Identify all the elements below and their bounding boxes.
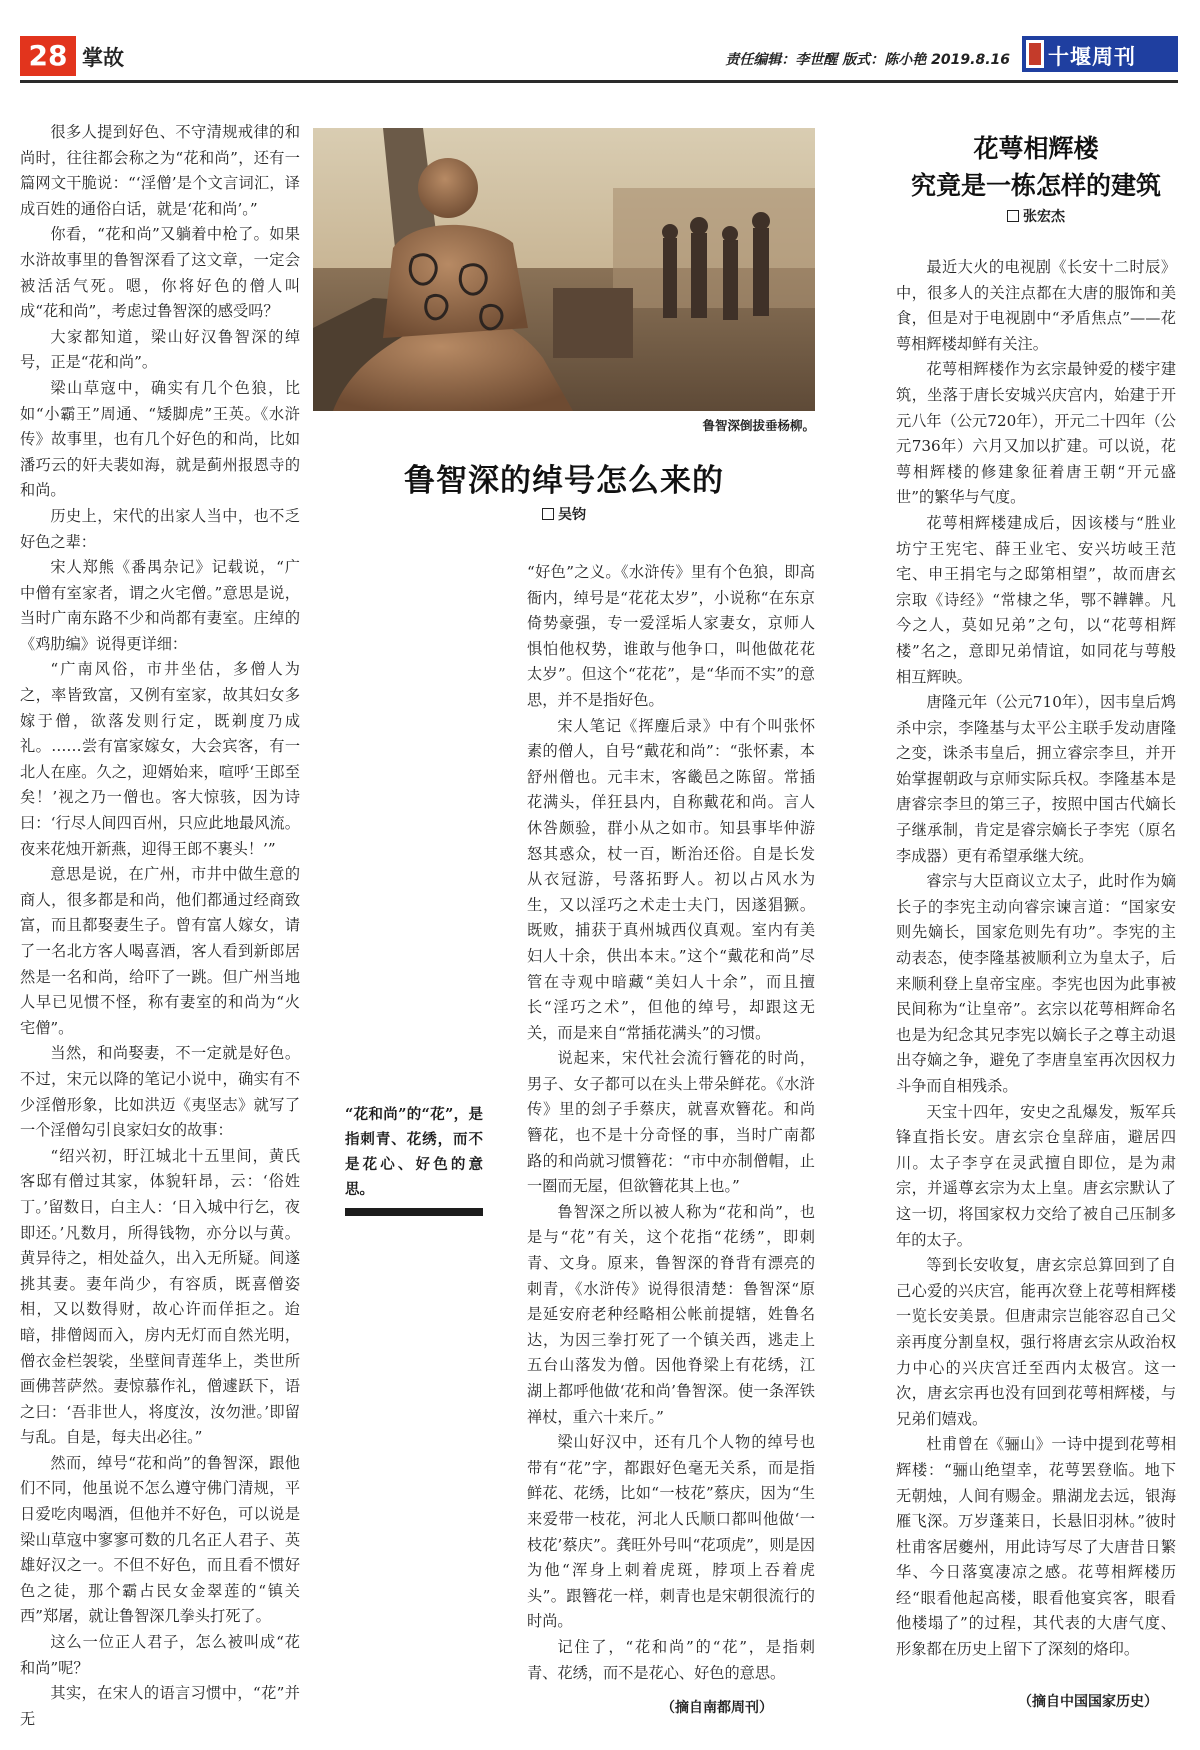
byline-box-icon bbox=[1007, 210, 1019, 222]
paragraph: 很多人提到好色、不守清规戒律的和尚时，往往都会称之为“花和尚”，还有一篇网文干脆说：“‘淫僧’是个文言词汇，译成百姓的通俗白话，就是‘花和尚’。” bbox=[20, 123, 300, 218]
paragraph: 花萼相辉楼建成后，因该楼与“胜业坊宁王宪宅、薛王业宅、安兴坊岐王范宅、申王捐宅与之邸第相望”，故而唐玄宗取《诗经》“常棣之华，鄂不韡韡。凡今之人，莫如兄弟”之句，以“花萼相辉楼”名之，意即兄弟情谊，如同花与萼般相互辉映。 bbox=[896, 513, 1176, 686]
byline-box-icon bbox=[542, 508, 554, 520]
pull-quote: “花和尚”的“花”，是指刺青、花绣，而不是花心、好色的意思。 bbox=[345, 1106, 483, 1198]
header-divider bbox=[20, 80, 1178, 83]
article2-author: 张宏杰 bbox=[1023, 209, 1065, 225]
paragraph: 唐隆元年（公元710年），因韦皇后鸩杀中宗，李隆基与太平公主联手发动唐隆之变，诛杀韦皇后，拥立睿宗李旦，并开始掌握朝政与京师实际兵权。李隆基本是唐睿宗李旦的第三子，按照中国古代嫡长子继承制，肯定是睿宗嫡长子李宪（原名李成器）更有希望承继大统。 bbox=[896, 693, 1176, 865]
article2-title-line-1: 花萼相辉楼 bbox=[973, 134, 1099, 163]
page-number: 28 bbox=[20, 36, 76, 76]
paragraph: 宋人郑熊《番禺杂记》记载说，“广中僧有室家者，谓之火宅僧。”意思是说，当时广南东路不少和尚都有妻室。庄绰的《鸡肋编》说得更详细： bbox=[20, 558, 300, 653]
article1-author: 吴钧 bbox=[558, 507, 586, 523]
masthead-logo bbox=[1022, 36, 1178, 72]
pull-quote-bar bbox=[345, 1208, 483, 1216]
article1-column-2 bbox=[527, 560, 815, 1730]
masthead-title: 十堰周刊 bbox=[1048, 45, 1136, 69]
editor-credit: 责任编辑：李世醒 版式：陈小艳 2019.8.16 bbox=[725, 52, 1010, 68]
article-photo bbox=[313, 128, 815, 411]
article1-source: （摘自南都周刊） bbox=[661, 1700, 773, 1716]
paragraph: 这么一位正人君子，怎么被叫成“花和尚”呢？ bbox=[20, 1633, 300, 1677]
paragraph: 宋人笔记《挥麈后录》中有个叫张怀素的僧人，自号“戴花和尚”：“张怀素，本舒州僧也。元丰末，客畿邑之陈留。常插花满头，佯狂县内，自称戴花和尚。言人休咎颇验，群小从之如市。知县事毕仲游怒其惑众，杖一百，断治还俗。自是长发从衣冠游，号落拓野人。初以占风水为生，又以淫巧之术走士夫门，因遂猖獗。既败，捕获于真州城西仪真观。室内有美妇人十余，供出本末。”这个“戴花和尚”尽管在寺观中暗藏“美妇人十余”，而且擅长“淫巧之术”，但他的绰号，却跟这无关，而是来自“常插花满头”的习惯。 bbox=[527, 716, 815, 1042]
article1-byline bbox=[313, 504, 815, 524]
paragraph: 杜甫曾在《骊山》一诗中提到花萼相辉楼：“骊山绝望幸，花萼罢登临。地下无朝烛，人间有赐金。鼎湖龙去远，银海雁飞深。万岁蓬莱日，长悬旧羽林。”彼时杜甫客居夔州，用此诗写尽了大唐昔日繁华、今日落寞凄凉之感。花萼相辉楼历经“眼看他起高楼，眼看他宴宾客，眼看他楼塌了”的过程，其代表的大唐气度、形象都在历史上留下了深刻的烙印。 bbox=[896, 1435, 1176, 1659]
paragraph: 意思是说，在广州，市井中做生意的商人，很多都是和尚，他们都通过经商致富，而且都娶妻生子。曾有富人嫁女，请了一名北方客人喝喜酒，客人看到新郎居然是一名和尚，给吓了一跳。但广州当地人早已见惯不怪，称有妻室的和尚为“火宅僧”。 bbox=[20, 865, 300, 1037]
photo-caption: 鲁智深倒拔垂杨柳。 bbox=[702, 418, 815, 433]
paragraph: 鲁智深之所以被人称为“花和尚”，也是与“花”有关，这个花指“花绣”，即刺青、文身。原来，鲁智深的脊背有漂亮的刺青，《水浒传》说得很清楚：鲁智深“原是延安府老种经略相公帐前提辖，姓鲁名达，为因三拳打死了一个镇关西，逃走上五台山落发为僧。因他脊梁上有花绣，江湖上都呼他做‘花和尚’鲁智深。使一条浑铁禅杖，重六十来斤。” bbox=[527, 1202, 815, 1426]
masthead-emblem-icon bbox=[1026, 40, 1044, 68]
paragraph: 睿宗与大臣商议立太子，此时作为嫡长子的李宪主动向睿宗谏言道：“国家安则先嫡长，国家危则先有功”。李宪的主动表态，使李隆基被顺利立为皇太子，后来顺利登上皇帝宝座。李宪也因为此事被民间称为“让皇帝”。玄宗以花萼相辉命名也是为纪念其兄李宪以嫡长子之尊主动退出夺嫡之争，避免了李唐皇室再次因权力斗争而自相残杀。 bbox=[896, 872, 1176, 1095]
article1-title: 鲁智深的绰号怎么来的 bbox=[404, 463, 724, 499]
paragraph: 大家都知道，梁山好汉鲁智深的绰号，正是“花和尚”。 bbox=[20, 327, 300, 372]
paragraph: 梁山好汉中，还有几个人物的绰号也带有“花”字，都跟好色毫无关系，而是指鲜花、花绣，比如“一枝花”蔡庆，因为“生来爱带一枝花，河北人氏顺口都叫他做‘一枝花’蔡庆”。龚旺外号叫“花项虎”，则是因为他“浑身上刺着虎斑，脖项上吞着虎头”。跟簪花一样，刺青也是宋朝很流行的时尚。 bbox=[527, 1433, 815, 1631]
article1-column-1 bbox=[20, 120, 300, 1740]
paragraph: 历史上，宋代的出家人当中，也不乏好色之辈： bbox=[20, 506, 300, 551]
paragraph: 花萼相辉楼作为玄宗最钟爱的楼宇建筑，坐落于唐长安城兴庆宫内，始建于开元八年（公元720年），开元二十四年（公元736年）六月又加以扩建。可以说，花萼相辉楼的修建象征着唐王朝“开元盛世”的繁华与气度。 bbox=[896, 360, 1176, 507]
section-title: 掌故 bbox=[82, 46, 124, 70]
paragraph: 天宝十四年，安史之乱爆发，叛军兵锋直指长安。唐玄宗仓皇辞庙，避居四川。太子李亨在灵武擅自即位，是为肃宗，并遥尊玄宗为太上皇。唐玄宗默认了这一切，将国家权力交给了被自己压制多年的太子。 bbox=[896, 1102, 1176, 1249]
paragraph: 最近大火的电视剧《长安十二时辰》中，很多人的关注点都在大唐的服饰和美食，但是对于电视剧中“矛盾焦点”——花萼相辉楼却鲜有关注。 bbox=[896, 258, 1176, 353]
article2-title bbox=[896, 130, 1176, 204]
article2-title-line-2: 究竟是一栋怎样的建筑 bbox=[910, 171, 1161, 200]
page-header bbox=[20, 36, 1178, 80]
paragraph: 你看，“花和尚”又躺着中枪了。如果水浒故事里的鲁智深看了这文章，一定会被活活气死。嗯，你将好色的僧人叫成“花和尚”，考虑过鲁智深的感受吗？ bbox=[20, 225, 300, 321]
article2-source: （摘自中国国家历史） bbox=[1018, 1694, 1158, 1710]
article2-byline bbox=[896, 206, 1176, 226]
paragraph: 等到长安收复，唐玄宗总算回到了自己心爱的兴庆宫，能再次登上花萼相辉楼一览长安美景。但唐肃宗岂能容忍自己父亲再度分割皇权，强行将唐玄宗从政治权力中心的兴庆宫迁至西内太极宫。这一次，唐玄宗再也没有回到花萼相辉楼，与兄弟们嬉戏。 bbox=[896, 1256, 1176, 1428]
paragraph: 记住了，“花和尚”的“花”，是指刺青、花绣，而不是花心、好色的意思。 bbox=[527, 1637, 815, 1682]
paragraph: “好色”之义。《水浒传》里有个色狼，即高衙内，绰号是“花花太岁”，小说称“在东京倚势豪强，专一爱淫垢人家妻女，京师人惧怕他权势，谁敢与他争口，叫他做花花太岁”。但这个“花花”，是“华而不实”的意思，并不是指好色。 bbox=[527, 563, 815, 709]
paragraph: 然而，绰号“花和尚”的鲁智深，跟他们不同，他虽说不怎么遵守佛门清规，平日爱吃肉喝酒，但他并不好色，可以说是梁山草寇中寥寥可数的几名正人君子、英雄好汉之一。不但不好色，而且看不惯好色之徒，那个霸占民女金翠莲的“镇关西”郑屠，就让鲁智深几拳头打死了。 bbox=[20, 1453, 300, 1626]
paragraph: “绍兴初，盱江城北十五里间，黄氏客邸有僧过其家，体貌轩昂，云：‘俗姓丁。’留数日，白主人：‘日入城中行乞，夜即还。’凡数月，所得钱物，亦分以与黄。黄异待之，相处益久，出入无所疑。间遂挑其妻。妻年尚少，有容质，既喜僧姿相，又以数得财，故心许而佯拒之。迨暗，排僧闼而入，房内无灯而自然光明，僧衣金栏袈裟，坐壁间青莲华上，类世所画佛菩萨然。妻惊慕作礼，僧遽跃下，语之曰：‘吾非世人，将度汝，汝勿泄。’即留与乱。自是，每夫出必往。” bbox=[20, 1146, 300, 1447]
paragraph: 其实，在宋人的语言习惯中，“花”并无 bbox=[20, 1684, 300, 1728]
paragraph: 说起来，宋代社会流行簪花的时尚，男子、女子都可以在头上带朵鲜花。《水浒传》里的刽子手蔡庆，就喜欢簪花。和尚簪花，也不是十分奇怪的事，当时广南都路的和尚就习惯簪花：“市中亦制僧帽，止一圈而无屋，但欲簪花其上也。” bbox=[527, 1049, 815, 1196]
paragraph: 当然，和尚娶妻，不一定就是好色。不过，宋元以降的笔记小说中，确实有不少淫僧形象，比如洪迈《夷坚志》就写了一个淫僧勾引良家妇女的故事： bbox=[20, 1044, 300, 1140]
monk-uprooting-willow-illustration bbox=[313, 128, 815, 411]
paragraph: “广南风俗，市井坐估，多僧人为之，率皆致富，又例有室家，故其妇女多嫁于僧，欲落发则行定，既剃度乃成礼。……尝有富家嫁女，大会宾客，有一北人在座。久之，迎婿始来，喧呼‘王郎至矣！’视之乃一僧也。客大惊骇，因为诗曰：‘行尽人间四百州，只应此地最风流。夜来花烛开新燕，迎得王郎不裹头！’” bbox=[20, 660, 300, 858]
paragraph: 梁山草寇中，确实有几个色狼，比如“小霸王”周通、“矮脚虎”王英。《水浒传》故事里，也有几个好色的和尚，比如潘巧云的奸夫裴如海，就是蓟州报恩寺的和尚。 bbox=[20, 378, 300, 500]
article2-column bbox=[896, 255, 1176, 1685]
